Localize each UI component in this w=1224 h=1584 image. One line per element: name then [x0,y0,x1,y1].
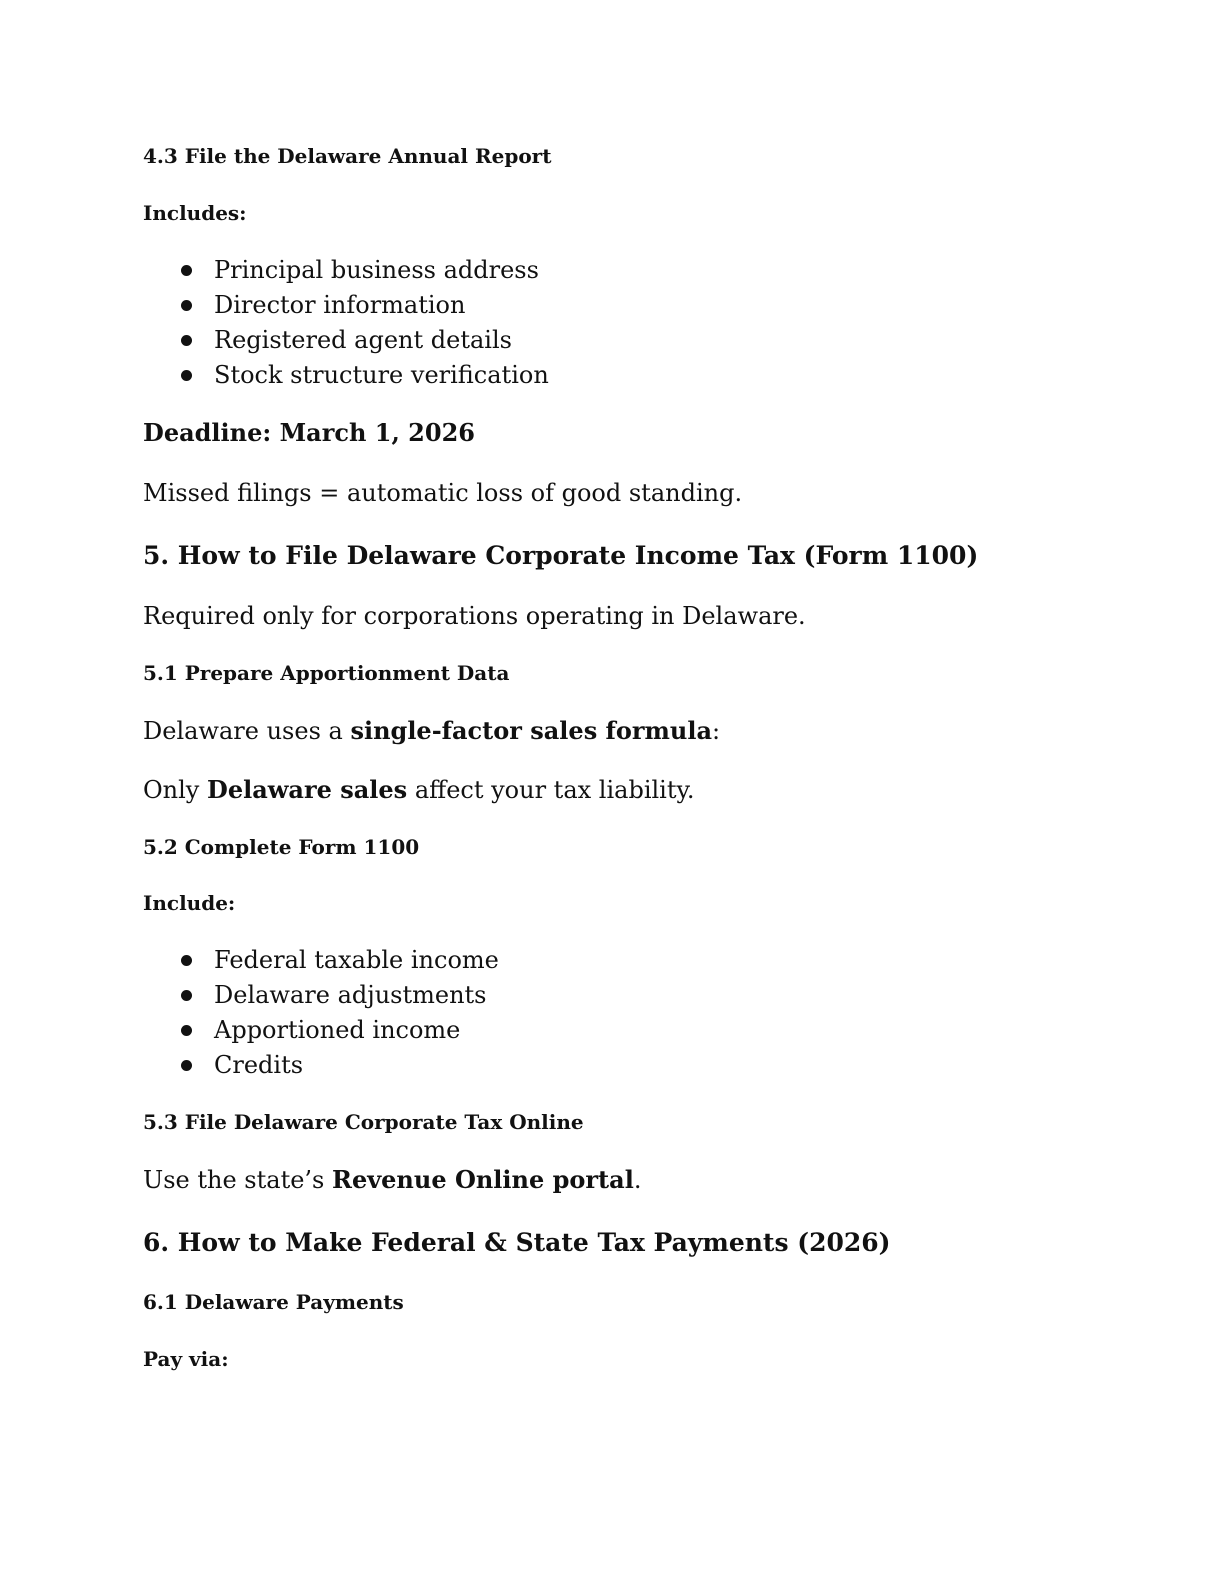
bullet-icon [181,300,192,311]
bullet-icon [181,1025,192,1036]
heading-4-3: 4.3 File the Delaware Annual Report [143,144,552,168]
bullet-icon [181,335,192,346]
deadline-text: Deadline: March 1, 2026 [143,418,475,447]
list-item-text: Registered agent details [214,326,512,354]
list-item-text: Principal business address [214,256,539,284]
emphasis-text: Delaware sales [207,775,408,804]
list-item [143,325,549,360]
missed-filings-note: Missed filings = automatic loss of good standing. [143,479,743,507]
bullet-icon [181,1060,192,1071]
delaware-sales-line [143,775,695,805]
annual-report-includes-list [143,255,549,395]
includes-label: Includes: [143,201,247,225]
bullet-icon [181,955,192,966]
text-segment: . [633,1166,642,1194]
heading-5-2: 5.2 Complete Form 1100 [143,835,420,859]
list-item [143,1050,499,1085]
heading-5-3: 5.3 File Delaware Corporate Tax Online [143,1110,584,1134]
form-1100-include-list [143,945,499,1085]
heading-6-1: 6.1 Delaware Payments [143,1290,404,1314]
emphasis-text: single-factor sales formula [350,716,713,745]
list-item [143,980,499,1015]
list-item-text: Apportioned income [214,1016,461,1044]
bullet-icon [181,990,192,1001]
list-item-text: Credits [214,1051,304,1079]
heading-5-1: 5.1 Prepare Apportionment Data [143,661,510,685]
list-item [143,360,549,395]
bullet-icon [181,370,192,381]
list-item [143,255,549,290]
list-item-text: Director information [214,291,466,319]
revenue-online-line [143,1165,641,1195]
list-item-text: Delaware adjustments [214,981,487,1009]
apportionment-formula-line [143,716,720,746]
heading-6: 6. How to Make Federal & State Tax Payments (2026) [143,1228,891,1257]
list-item-text: Stock structure verification [214,361,549,389]
text-segment: affect your tax liability. [407,776,695,804]
list-item [143,290,549,325]
bullet-icon [181,265,192,276]
text-segment: Only [143,776,207,804]
text-segment: Use the state’s [143,1166,332,1194]
list-item [143,945,499,980]
section-5-intro: Required only for corporations operating in Delaware. [143,602,806,630]
emphasis-text: Revenue Online portal [332,1165,634,1194]
list-item [143,1015,499,1050]
text-segment: Delaware uses a [143,717,351,745]
text-segment: : [712,717,721,745]
pay-via-label: Pay via: [143,1347,229,1371]
heading-5: 5. How to File Delaware Corporate Income Tax (Form 1100) [143,541,979,570]
include-label: Include: [143,891,236,915]
list-item-text: Federal taxable income [214,946,499,974]
